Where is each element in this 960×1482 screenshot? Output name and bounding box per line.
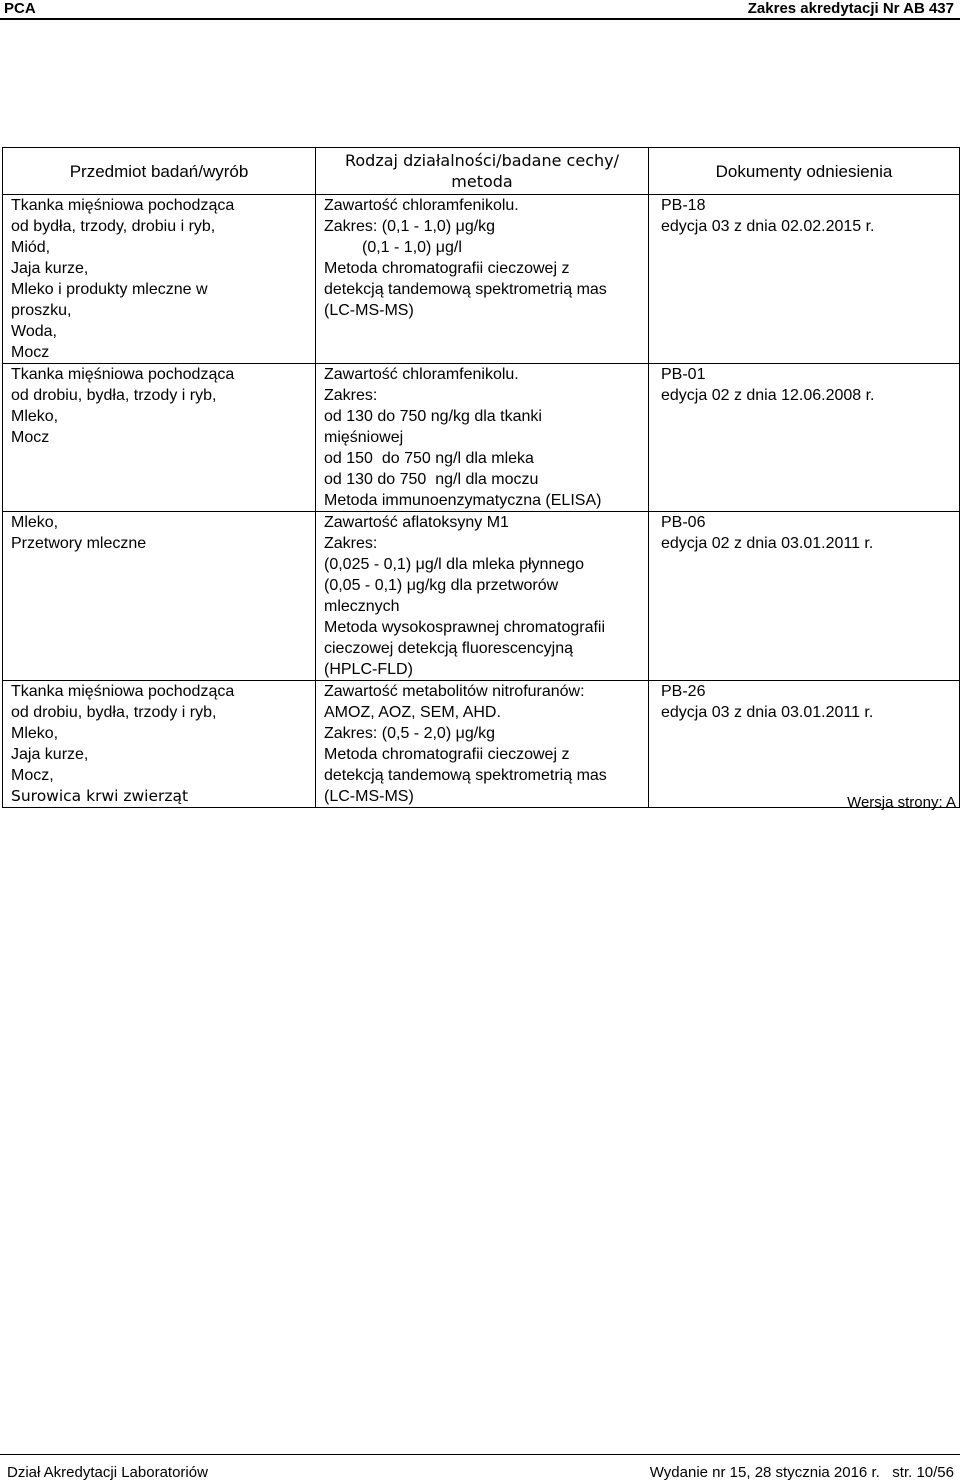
footer-right: Wydanie nr 15, 28 stycznia 2016 r. str. 10/56 bbox=[649, 1464, 954, 1481]
doc-edition: edycja 03 z dnia 02.02.2015 r. bbox=[661, 218, 875, 235]
method-line: Zawartość metabolitów nitrofuranów: bbox=[324, 683, 585, 700]
subject-line: Mleko, bbox=[11, 408, 59, 425]
method-line: (0,025 - 0,1) μg/l dla mleka płynnego bbox=[324, 556, 585, 573]
method-cell bbox=[316, 195, 649, 364]
subject-line: Surowica krwi zwierząt bbox=[11, 787, 189, 805]
table-row bbox=[3, 195, 960, 364]
subject-line: Tkanka mięśniowa pochodząca bbox=[11, 683, 235, 700]
page-header bbox=[0, 0, 960, 18]
subject-line: Mleko, bbox=[11, 725, 59, 742]
method-line: Metoda wysokosprawnej chromatografii bbox=[324, 619, 606, 636]
method-cell bbox=[316, 512, 649, 681]
doc-code: PB-18 bbox=[661, 197, 706, 214]
header-rule bbox=[0, 18, 960, 20]
method-line: (LC-MS-MS) bbox=[324, 302, 414, 319]
subject-cell bbox=[3, 364, 316, 512]
method-line: Zakres: bbox=[324, 387, 378, 404]
table-header-row bbox=[3, 148, 960, 195]
footer-rule bbox=[0, 1454, 960, 1455]
docs-cell bbox=[649, 364, 960, 512]
method-line: mlecznych bbox=[324, 598, 400, 615]
method-cell bbox=[316, 681, 649, 808]
method-line: detekcją tandemową spektrometrią mas bbox=[324, 281, 607, 298]
method-cell bbox=[316, 364, 649, 512]
subject-line: Mocz, bbox=[11, 767, 54, 784]
subject-line: Mleko i produkty mleczne w bbox=[11, 281, 208, 298]
method-line: Zawartość chloramfenikolu. bbox=[324, 366, 519, 383]
method-line: Metoda immunoenzymatyczna (ELISA) bbox=[324, 492, 602, 509]
subject-cell bbox=[3, 195, 316, 364]
subject-cell bbox=[3, 512, 316, 681]
method-line: detekcją tandemową spektrometrią mas bbox=[324, 767, 607, 784]
doc-code: PB-26 bbox=[661, 683, 706, 700]
subject-line: Jaja kurze, bbox=[11, 746, 89, 763]
method-line: Metoda chromatografii cieczowej z bbox=[324, 260, 570, 277]
doc-edition: edycja 02 z dnia 03.01.2011 r. bbox=[661, 535, 874, 552]
method-line: Zakres: bbox=[324, 535, 378, 552]
subject-line: Przetwory mleczne bbox=[11, 535, 147, 552]
col-header-docs: Dokumenty odniesienia bbox=[649, 148, 960, 195]
method-line: od 130 do 750 ng/l dla moczu bbox=[324, 471, 539, 488]
method-line: (0,05 - 0,1) μg/kg dla przetworów bbox=[324, 577, 559, 594]
accreditation-table bbox=[2, 147, 960, 808]
table-row bbox=[3, 512, 960, 681]
method-line: (HPLC-FLD) bbox=[324, 661, 413, 678]
header-right: Zakres akredytacji Nr AB 437 bbox=[747, 0, 954, 17]
subject-line: od drobiu, bydła, trzody i ryb, bbox=[11, 387, 217, 404]
footer-left: Dział Akredytacji Laboratoriów bbox=[7, 1464, 208, 1481]
subject-line: Jaja kurze, bbox=[11, 260, 89, 277]
method-line: Zawartość aflatoksyny M1 bbox=[324, 514, 509, 531]
docs-cell bbox=[649, 681, 960, 808]
table-row bbox=[3, 681, 960, 808]
method-line: Zakres: (0,5 - 2,0) μg/kg bbox=[324, 725, 496, 742]
subject-line: Mocz bbox=[11, 344, 50, 361]
header-left: PCA bbox=[4, 0, 36, 17]
subject-cell bbox=[3, 681, 316, 808]
method-line: (LC-MS-MS) bbox=[324, 788, 414, 805]
method-line: mięśniowej bbox=[324, 429, 404, 446]
doc-code: PB-06 bbox=[661, 514, 706, 531]
subject-line: od drobiu, bydła, trzody i ryb, bbox=[11, 704, 217, 721]
method-line: od 130 do 750 ng/kg dla tkanki bbox=[324, 408, 542, 425]
docs-cell bbox=[649, 195, 960, 364]
method-line: od 150 do 750 ng/l dla mleka bbox=[324, 450, 534, 467]
page-version: Wersja strony: A bbox=[847, 794, 956, 811]
subject-line: Tkanka mięśniowa pochodząca bbox=[11, 366, 235, 383]
doc-edition: edycja 03 z dnia 03.01.2011 r. bbox=[661, 704, 874, 721]
doc-edition: edycja 02 z dnia 12.06.2008 r. bbox=[661, 387, 875, 404]
subject-line: Woda, bbox=[11, 323, 57, 340]
subject-line: proszku, bbox=[11, 302, 72, 319]
method-line: AMOZ, AOZ, SEM, AHD. bbox=[324, 704, 501, 721]
method-line: (0,1 - 1,0) μg/l bbox=[362, 239, 462, 256]
subject-line: Mleko, bbox=[11, 514, 59, 531]
docs-cell bbox=[649, 512, 960, 681]
col-header-subject: Przedmiot badań/wyrób bbox=[3, 148, 316, 195]
method-line: Zawartość chloramfenikolu. bbox=[324, 197, 519, 214]
method-line: cieczowej detekcją fluorescencyjną bbox=[324, 640, 574, 657]
subject-line: Tkanka mięśniowa pochodząca bbox=[11, 197, 235, 214]
col-header-method: Rodzaj działalności/badane cechy/ metoda bbox=[316, 148, 649, 195]
doc-code: PB-01 bbox=[661, 366, 706, 383]
subject-line: Miód, bbox=[11, 239, 51, 256]
subject-line: Mocz bbox=[11, 429, 50, 446]
table-row bbox=[3, 364, 960, 512]
subject-line: od bydła, trzody, drobiu i ryb, bbox=[11, 218, 216, 235]
method-line: Zakres: (0,1 - 1,0) μg/kg bbox=[324, 218, 496, 235]
method-line: Metoda chromatografii cieczowej z bbox=[324, 746, 570, 763]
